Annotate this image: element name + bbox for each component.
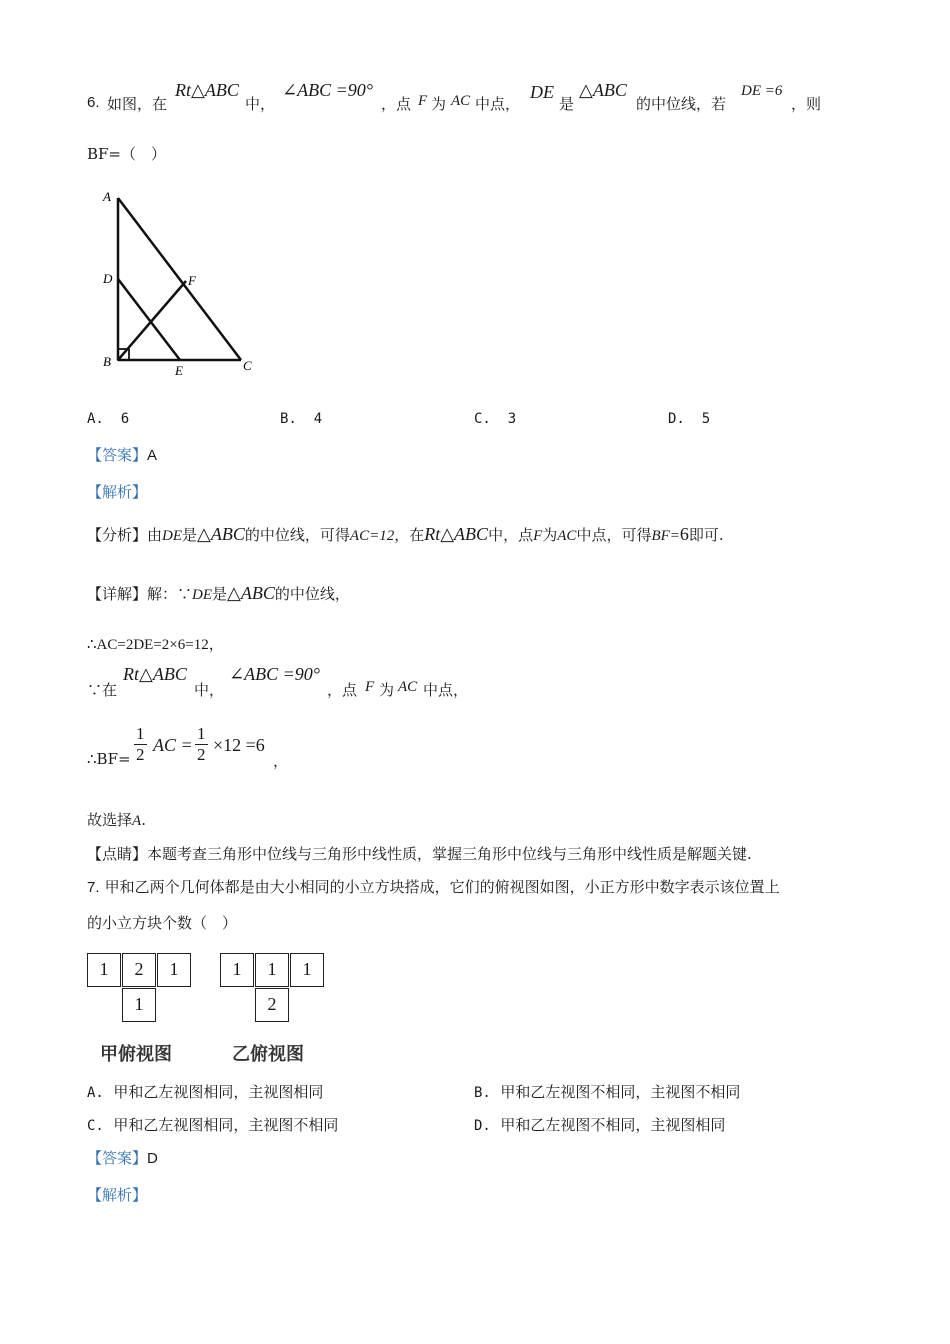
step2-text: ∵在 [87, 681, 118, 699]
step2-angle: ∠ABC =90° [229, 664, 320, 684]
answer-value: D [147, 1150, 158, 1167]
q6-stem-text: 的中位线，若 [636, 95, 727, 113]
grid-cell: 1 [122, 988, 156, 1022]
step3-text: ∴BF= [87, 750, 131, 768]
step3-text: ， [273, 752, 289, 770]
grid-cell: 1 [290, 953, 324, 987]
choose-text: 故选择 [87, 811, 133, 829]
q6-rt-abc: Rt△ABC [175, 80, 239, 100]
q6-stem-text: 中， [245, 95, 276, 113]
xiangjie-text: 解：∵ [147, 585, 193, 603]
fenxi-text: ，在 [394, 526, 425, 544]
label-e: E [175, 363, 183, 378]
label-a: A [103, 189, 111, 204]
q6-xiangjie [87, 583, 350, 604]
answer-value: A [147, 447, 158, 464]
xiangjie-tri: △ABC [227, 583, 275, 603]
q7-option-a[interactable] [87, 1081, 323, 1102]
step2-text: 中点， [423, 681, 469, 699]
q6-option-d[interactable] [668, 411, 710, 427]
option-letter: C. [87, 1118, 104, 1134]
q7-analysis-tag: 【解析】 [87, 1186, 148, 1204]
q7-option-b[interactable] [474, 1081, 740, 1102]
option-letter: A. [87, 411, 104, 427]
q6-dianjing [87, 843, 752, 864]
fraction-half [195, 724, 208, 765]
xiangjie-text: 是 [212, 585, 228, 603]
dianjing-tag: 【点睛】 [87, 845, 148, 863]
q6-stem-text: 中点， [475, 95, 521, 113]
fenxi-text: 由 [147, 526, 163, 544]
q6-stem-text: ，则 [791, 95, 822, 113]
grid-cell: 2 [122, 953, 156, 987]
choose-text: . [141, 811, 146, 829]
answer-tag: 【答案】 [87, 1149, 148, 1167]
fenxi-tri: △ABC [197, 524, 245, 544]
step2-ac: AC [398, 679, 418, 695]
grid-yi [220, 953, 330, 1023]
q7-answer [87, 1147, 158, 1168]
option-text: 甲和乙左视图相同，主视图不相同 [113, 1116, 339, 1134]
segment-ac [118, 198, 241, 360]
option-value: 3 [507, 411, 517, 427]
q7-option-d[interactable] [474, 1114, 725, 1135]
q7-option-c[interactable] [87, 1114, 338, 1135]
option-text: 甲和乙左视图相同，主视图相同 [113, 1083, 324, 1101]
q6-de-6: DE =6 [741, 83, 783, 99]
fenxi-text: 即可. [688, 526, 724, 544]
label-d: D [103, 271, 113, 286]
q6-answer [87, 444, 157, 465]
q6-point-f: F [418, 93, 428, 109]
fenxi-text: 中，点 [488, 526, 534, 544]
fraction-denominator: 2 [136, 745, 145, 764]
xiangjie-tag: 【详解】 [87, 585, 148, 603]
q6-step3 [87, 724, 487, 774]
grid-yi-label: 乙俯视图 [232, 1044, 304, 1064]
option-value: 6 [120, 411, 130, 427]
option-text: 甲和乙左视图不相同，主视图相同 [500, 1116, 726, 1134]
fenxi-text: 为 [542, 526, 558, 544]
q6-stem-line2: BF=（ ） [87, 145, 166, 163]
option-value: 5 [701, 411, 711, 427]
fenxi-rt: Rt△ABC [424, 524, 489, 544]
fenxi-text: 中点，可得 [576, 526, 652, 544]
option-letter: B. [280, 411, 297, 427]
q6-step1: ∴AC=2DE=2×6=12， [87, 637, 224, 653]
fenxi-de: DE [162, 528, 183, 544]
q6-fenxi [87, 524, 724, 545]
q6-option-b[interactable] [280, 411, 322, 427]
step3-result: ×12 =6 [213, 735, 265, 755]
option-letter: D. [668, 411, 685, 427]
option-letter: B. [474, 1085, 491, 1101]
q6-choose [87, 809, 146, 830]
option-letter: C. [474, 411, 491, 427]
q7-number: 7. [87, 879, 100, 896]
xiangjie-text: 的中位线， [274, 585, 350, 603]
option-value: 4 [313, 411, 323, 427]
answer-tag: 【答案】 [87, 446, 148, 464]
grid-cell: 1 [157, 953, 191, 987]
fraction-denominator: 2 [197, 745, 206, 764]
fenxi-ac12: AC=12 [349, 528, 395, 544]
q6-stem-line1 [87, 80, 867, 112]
step2-text: 中， [194, 681, 225, 699]
label-f: F [188, 273, 196, 288]
q6-number: 6. [87, 94, 100, 111]
q6-tri-abc: △ABC [579, 80, 627, 100]
q6-stem-text: 如图，在 [107, 95, 168, 113]
choose-letter: A [132, 813, 142, 829]
q6-stem-text: 为 [431, 95, 447, 113]
grid-jia [87, 953, 197, 1023]
q6-segment-ac: AC [451, 93, 471, 109]
fenxi-text: 的中位线，可得 [244, 526, 350, 544]
q6-stem-text: 是 [559, 95, 575, 113]
option-letter: D. [474, 1118, 491, 1134]
q6-option-a[interactable] [87, 411, 129, 427]
q7-stem-text: 甲和乙两个几何体都是由大小相同的小立方块搭成，它们的俯视图如图，小正方形中数字表示该位置上 [104, 878, 780, 896]
fenxi-ac: AC [557, 528, 577, 544]
fraction-numerator: 1 [136, 724, 145, 743]
dianjing-text: 本题考查三角形中位线与三角形中线性质，掌握三角形中位线与三角形中线性质是解题关键. [147, 845, 752, 863]
grid-cell: 2 [255, 988, 289, 1022]
xiangjie-de: DE [192, 587, 213, 603]
q6-triangle-figure [98, 185, 268, 385]
q6-stem-text: ，点 [381, 95, 412, 113]
grid-cell: 1 [87, 953, 121, 987]
step2-text: 为 [379, 681, 395, 699]
fenxi-bf: BF= [651, 528, 680, 544]
step2-text: ，点 [327, 681, 358, 699]
option-letter: A. [87, 1085, 104, 1101]
grid-cell: 1 [220, 953, 254, 987]
fraction-numerator: 1 [197, 724, 206, 743]
step2-rt: Rt△ABC [123, 664, 187, 684]
fenxi-six: 6 [679, 524, 689, 544]
label-b: B [103, 354, 111, 369]
q6-analysis-tag: 【解析】 [87, 483, 148, 501]
fenxi-tag: 【分析】 [87, 526, 148, 544]
step3-ac: AC = [153, 735, 193, 755]
fenxi-f: F [533, 528, 543, 544]
fenxi-text: 是 [182, 526, 198, 544]
grid-jia-label: 甲俯视图 [100, 1044, 172, 1064]
q6-option-c[interactable] [474, 411, 516, 427]
q6-de: DE [530, 82, 554, 102]
q7-stem-line1 [87, 876, 780, 897]
q6-step2 [87, 664, 587, 699]
grid-cell: 1 [255, 953, 289, 987]
q7-stem-line2: 的小立方块个数（ ） [87, 914, 238, 932]
fraction-half [134, 724, 147, 765]
label-c: C [243, 358, 252, 373]
option-text: 甲和乙左视图不相同，主视图不相同 [500, 1083, 741, 1101]
step2-f: F [365, 679, 375, 695]
q6-angle: ∠ABC =90° [282, 80, 373, 100]
